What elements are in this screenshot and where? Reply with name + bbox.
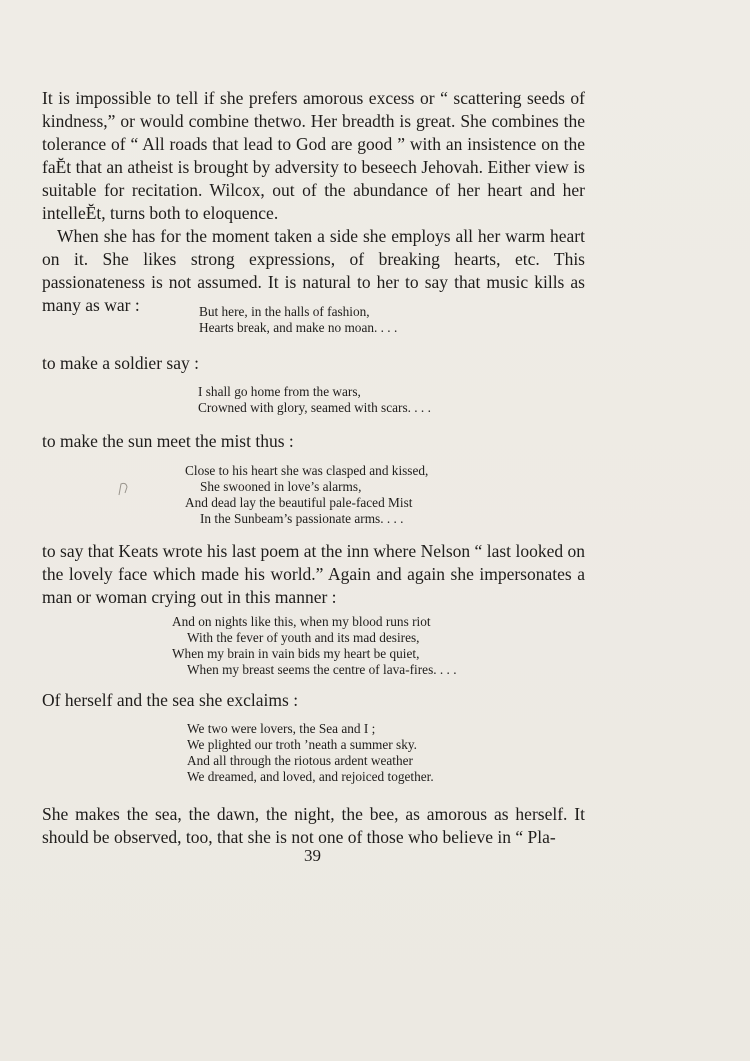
verse-line: But here, in the halls of fashion, [199,304,370,319]
verse-line: In the Sunbeam’s passionate arms. . . . [200,511,404,526]
verse-line: She swooned in love’s alarms, [200,479,362,494]
verse-line: We two were lovers, the Sea and I ; [187,721,376,736]
verse-line: Crowned with glory, seamed with scars. . . . [198,400,431,415]
paragraph-sea: Of herself and the sea she exclaims : [42,690,299,710]
verse-line: With the fever of youth and its mad desires, [187,630,420,645]
paragraph-block-1 [42,87,585,317]
paragraph-block-4 [42,540,585,609]
verse-halls-of-fashion [199,304,397,336]
paragraph-soldier: to make a soldier say : [42,353,199,373]
page-number: 39 [304,846,321,865]
verse-nights-like-this [172,614,457,678]
verse-line: We plighted our troth ’neath a summer sky. [187,737,417,752]
verse-line: And all through the riotous ardent weather [187,753,413,768]
paragraph-block-6 [42,803,585,849]
verse-line: And dead lay the beautiful pale-faced Mist [185,495,413,510]
paragraph-sun-mist: to make the sun meet the mist thus : [42,431,294,451]
verse-sea-and-i [187,721,434,785]
paragraph-block-5 [42,689,585,712]
paragraph-block-2 [42,352,585,375]
verse-line: When my brain in vain bids my heart be quiet, [172,646,420,661]
paragraph-block-3 [42,430,585,453]
verse-line: I shall go home from the wars, [198,384,361,399]
verse-line: Close to his heart she was clasped and kissed, [185,463,429,478]
verse-line: We dreamed, and loved, and rejoiced together. [187,769,434,784]
paragraph-passionateness: When she has for the moment taken a side she employs all her warm heart on it. She likes strong expressions, of breaking hearts, etc. This passionateness is not assumed. It is natural to her to say that music kills as many as war : [42,226,585,315]
verse-home-from-wars [198,384,431,416]
paragraph-amorous: She makes the sea, the dawn, the night, the bee, as amorous as herself. It should be observed, too, that she is not one of those who believe in “ Pla- [42,804,585,847]
verse-line: When my breast seems the centre of lava-fires. . . . [187,662,457,677]
paragraph-wilcox-breadth: It is impossible to tell if she prefers amorous excess or “ scattering seeds of kindness,” or would combine thetwo. Her breadth is great. She combines the tolerance of “ All roads that lead to God are good ” with an insistence on the faĔt that an atheist is brought by adversity to beseech Jehovah. Either view is suitable for recitation. Wilcox, out of the abundance of her heart and her intelleĔt, turns both to eloquence. [42,88,585,223]
pencil-mark-icon [113,479,133,499]
verse-sunbeam [185,463,428,527]
paragraph-keats-nelson: to say that Keats wrote his last poem at the inn where Nelson “ last looked on the lovely face which made his world.” Again and again she impersonates a man or woman crying out in this manner : [42,541,585,607]
verse-line: Hearts break, and make no moan. . . . [199,320,398,335]
verse-line: And on nights like this, when my blood runs riot [172,614,431,629]
